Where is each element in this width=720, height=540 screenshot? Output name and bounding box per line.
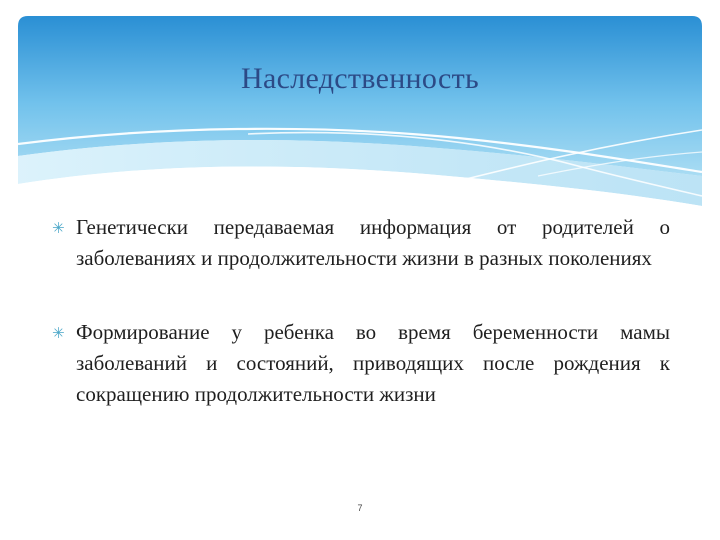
page-number: 7	[357, 503, 363, 513]
bullet-item	[52, 212, 670, 274]
slide-title: Наследственность	[241, 62, 479, 95]
header-wave-background	[18, 16, 702, 206]
bullet-text: Формирование у ребенка во время беременности мамы заболеваний и состояний, приводящих после рождения к сокращению продолжительности жизни	[76, 320, 670, 406]
bullet-item	[52, 317, 670, 410]
bullet-text: Генетически передаваемая информация от родителей о заболеваниях и продолжительности жизни в разных поколениях	[76, 215, 670, 270]
asterisk-bullet-icon: ✳	[52, 219, 65, 237]
asterisk-bullet-icon: ✳	[52, 324, 65, 342]
bullet-list	[52, 212, 670, 410]
